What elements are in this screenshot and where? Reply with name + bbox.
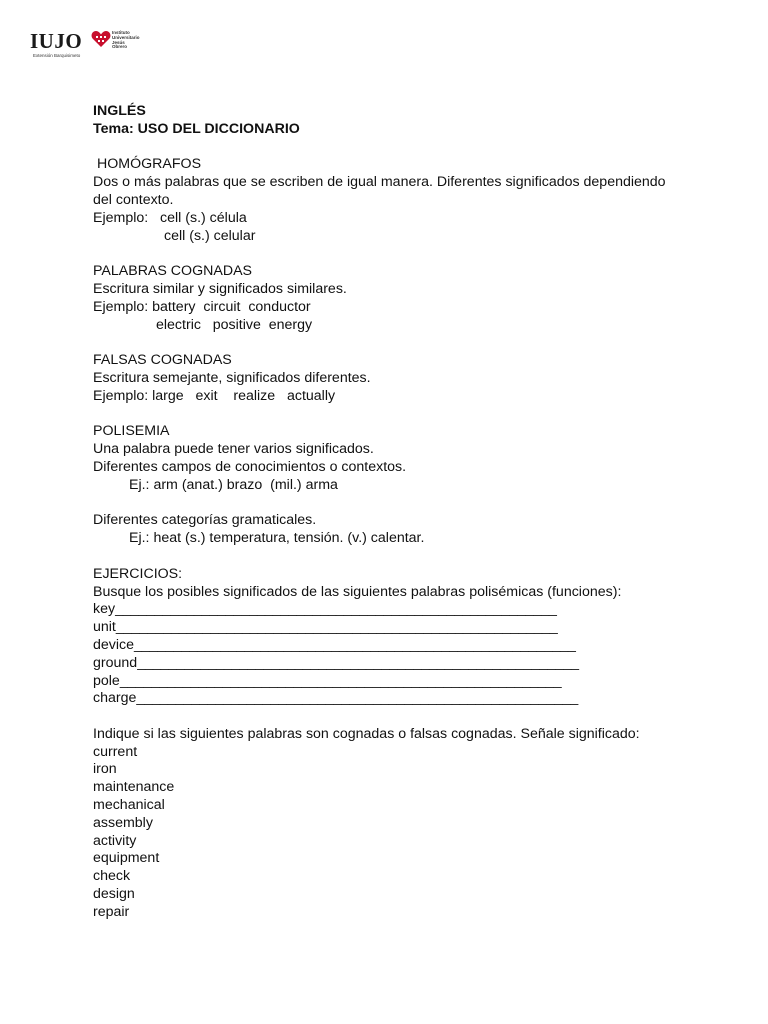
- paragraph: Diferentes campos de conocimientos o contextos.: [93, 458, 407, 475]
- spacer: [93, 495, 713, 513]
- exercise-instruction: Busque los posibles significados de las siguientes palabras polisémicas (funciones):: [93, 583, 622, 600]
- spacer: [93, 334, 713, 352]
- logo-institution-name: [112, 31, 140, 50]
- institution-logo: [30, 28, 140, 62]
- logo-campus: Extensión Barquisimeto: [33, 53, 81, 58]
- fill-in-word: ground: [93, 654, 138, 671]
- word-list-item: activity: [93, 832, 137, 849]
- section-heading-polisemia: POLISEMIA: [93, 423, 170, 440]
- fill-in-blank[interactable]: ________________________________________________________: [115, 619, 558, 636]
- word-list-item: current: [93, 743, 138, 760]
- word-list-item: check: [93, 868, 131, 885]
- spacer: [93, 708, 713, 726]
- fill-in-blank[interactable]: ________________________________________________________: [115, 601, 557, 618]
- document-body: [93, 103, 713, 922]
- word-list-item: assembly: [93, 814, 153, 831]
- example-line: Ej.: arm (anat.) brazo (mil.) arma: [129, 476, 338, 493]
- example-line: electric positive energy: [156, 316, 313, 333]
- fill-in-line[interactable]: [93, 690, 713, 708]
- topic-title: Tema: USO DEL DICCIONARIO: [93, 120, 300, 137]
- fill-in-blank[interactable]: ________________________________________________________: [137, 654, 580, 671]
- paragraph: Diferentes categorías gramaticales.: [93, 512, 317, 529]
- fill-in-blank[interactable]: ________________________________________________________: [136, 690, 579, 707]
- section-heading-cognadas: PALABRAS COGNADAS: [93, 263, 252, 280]
- logo-line: Universitario: [112, 34, 140, 40]
- fill-in-line[interactable]: [93, 655, 713, 673]
- fill-in-line[interactable]: [93, 619, 713, 637]
- example-line: Ej.: heat (s.) temperatura, tensión. (v.) calentar.: [129, 530, 425, 547]
- spacer: [93, 406, 713, 424]
- paragraph: Dos o más palabras que se escriben de igual manera. Diferentes significados dependiendo: [93, 174, 666, 191]
- fill-in-word: pole: [93, 672, 120, 689]
- spacer: [93, 139, 713, 157]
- example-line: Ejemplo: battery circuit conductor: [93, 298, 311, 315]
- logo-line: Obrero: [112, 44, 128, 50]
- logo-line: Instituto: [112, 30, 130, 35]
- fill-in-line[interactable]: [93, 601, 713, 619]
- logo-wordmark: IUJO: [30, 29, 83, 53]
- exercise-instruction: Indique si las siguientes palabras son cognadas o falsas cognadas. Señale significado:: [93, 725, 640, 742]
- fill-in-blank[interactable]: ________________________________________________________: [119, 672, 562, 689]
- paragraph: Escritura semejante, significados diferentes.: [93, 369, 371, 386]
- example-line: cell (s.) celular: [164, 227, 256, 244]
- fill-in-word: device: [93, 636, 135, 653]
- spacer: [93, 245, 713, 263]
- word-list-item: design: [93, 886, 135, 903]
- word-list-item: equipment: [93, 850, 160, 867]
- section-heading-falsas-cognadas: FALSAS COGNADAS: [93, 352, 232, 369]
- heart-emblem-icon: [91, 30, 111, 48]
- subject-title: INGLÉS: [93, 103, 146, 119]
- paragraph: Escritura similar y significados similares.: [93, 280, 347, 297]
- fill-in-line[interactable]: [93, 637, 713, 655]
- word-list-item: repair: [93, 903, 130, 920]
- example-line: Ejemplo: cell (s.) célula: [93, 209, 247, 226]
- section-heading-homografos: HOMÓGRAFOS: [97, 156, 202, 173]
- fill-in-word: unit: [93, 619, 116, 636]
- logo-line: Jesús: [112, 39, 125, 45]
- word-list-item: mechanical: [93, 797, 165, 814]
- example-line: Ejemplo: large exit realize actually: [93, 387, 336, 404]
- word-list-item: iron: [93, 761, 117, 778]
- fill-in-word: charge: [93, 690, 137, 707]
- section-heading-ejercicios: EJERCICIOS:: [93, 565, 183, 582]
- fill-in-line[interactable]: [93, 673, 713, 691]
- paragraph: Una palabra puede tener varios significados.: [93, 441, 374, 458]
- fill-in-word: key: [93, 601, 116, 618]
- paragraph: del contexto.: [93, 191, 174, 208]
- fill-in-blank[interactable]: ________________________________________________________: [134, 636, 576, 653]
- spacer: [93, 548, 713, 566]
- word-list-item: maintenance: [93, 779, 175, 796]
